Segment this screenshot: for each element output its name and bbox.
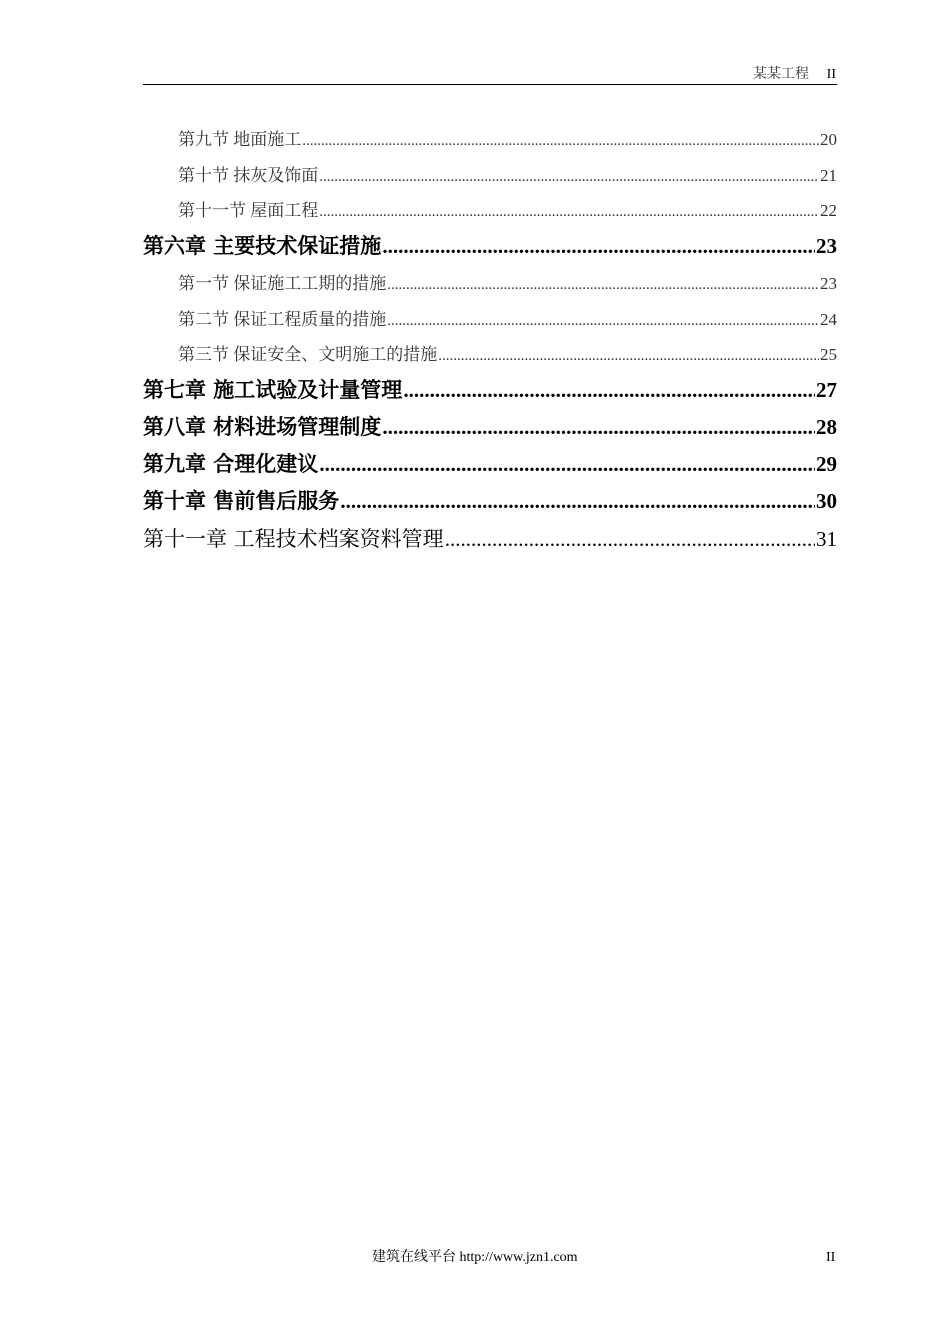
toc-entry-page: 21 [820, 166, 837, 185]
toc-entry-chapter-10[interactable] [143, 485, 837, 515]
toc-entry-section-3[interactable] [178, 340, 837, 365]
header-page-number: II [826, 66, 837, 85]
toc-leader-dots [403, 378, 815, 403]
toc-leader-dots [319, 169, 819, 186]
toc-leader-dots [319, 452, 815, 477]
toc-leader-dots [387, 313, 819, 330]
footer-text: 建筑在线平台 http://www.jzn1.com [372, 1250, 578, 1265]
page-footer [0, 1248, 950, 1268]
toc-entry-page: 27 [816, 378, 837, 402]
toc-entry-title: 第九章 合理化建议 [143, 452, 319, 476]
toc-entry-title: 第二节 保证工程质量的措施 [178, 310, 387, 329]
toc-entry-title: 第九节 地面施工 [178, 130, 302, 149]
toc-entry-page: 20 [820, 130, 837, 149]
toc-entry-page: 29 [816, 452, 837, 476]
toc-entry-page: 23 [820, 274, 837, 293]
toc-entry-title: 第十一节 屋面工程 [178, 201, 319, 220]
toc-leader-dots [387, 277, 819, 294]
toc-entry-chapter-11[interactable] [143, 523, 837, 553]
toc-entry-page: 23 [816, 234, 837, 258]
toc-entry-chapter-6[interactable] [143, 230, 837, 260]
toc-leader-dots [302, 133, 819, 150]
toc-entry-section-11[interactable] [178, 196, 837, 221]
toc-entry-section-2[interactable] [178, 305, 837, 330]
toc-entry-page: 30 [816, 489, 837, 513]
toc-leader-dots [438, 348, 819, 365]
toc-leader-dots [319, 204, 819, 221]
toc-entry-section-1[interactable] [178, 269, 837, 294]
toc-leader-dots [445, 527, 815, 552]
toc-entry-title: 第八章 材料进场管理制度 [143, 415, 382, 439]
footer-page-number: II [826, 1250, 836, 1265]
page-header [143, 66, 837, 85]
toc-entry-section-9[interactable] [178, 125, 837, 150]
toc-entry-title: 第十一章 工程技术档案资料管理 [143, 527, 444, 551]
toc-entry-page: 24 [820, 310, 837, 329]
toc-leader-dots [382, 234, 815, 259]
header-title: 某某工程 [753, 67, 809, 82]
toc-entry-title: 第一节 保证施工工期的措施 [178, 274, 387, 293]
toc-entry-title: 第三节 保证安全、文明施工的措施 [178, 345, 438, 364]
toc-entry-page: 31 [816, 527, 837, 551]
toc-entry-title: 第十节 抹灰及饰面 [178, 166, 319, 185]
toc-entry-title: 第七章 施工试验及计量管理 [143, 378, 403, 402]
toc-entry-page: 22 [820, 201, 837, 220]
toc-leader-dots [382, 415, 815, 440]
toc-entry-title: 第十章 售前售后服务 [143, 489, 340, 513]
toc-entry-title: 第六章 主要技术保证措施 [143, 234, 382, 258]
toc-entry-page: 25 [820, 345, 837, 364]
toc-entry-chapter-8[interactable] [143, 411, 837, 441]
toc-entry-chapter-9[interactable] [143, 448, 837, 478]
toc-entry-chapter-7[interactable] [143, 374, 837, 404]
toc-entry-page: 28 [816, 415, 837, 439]
toc-leader-dots [340, 489, 815, 514]
toc-entry-section-10[interactable] [178, 161, 837, 186]
